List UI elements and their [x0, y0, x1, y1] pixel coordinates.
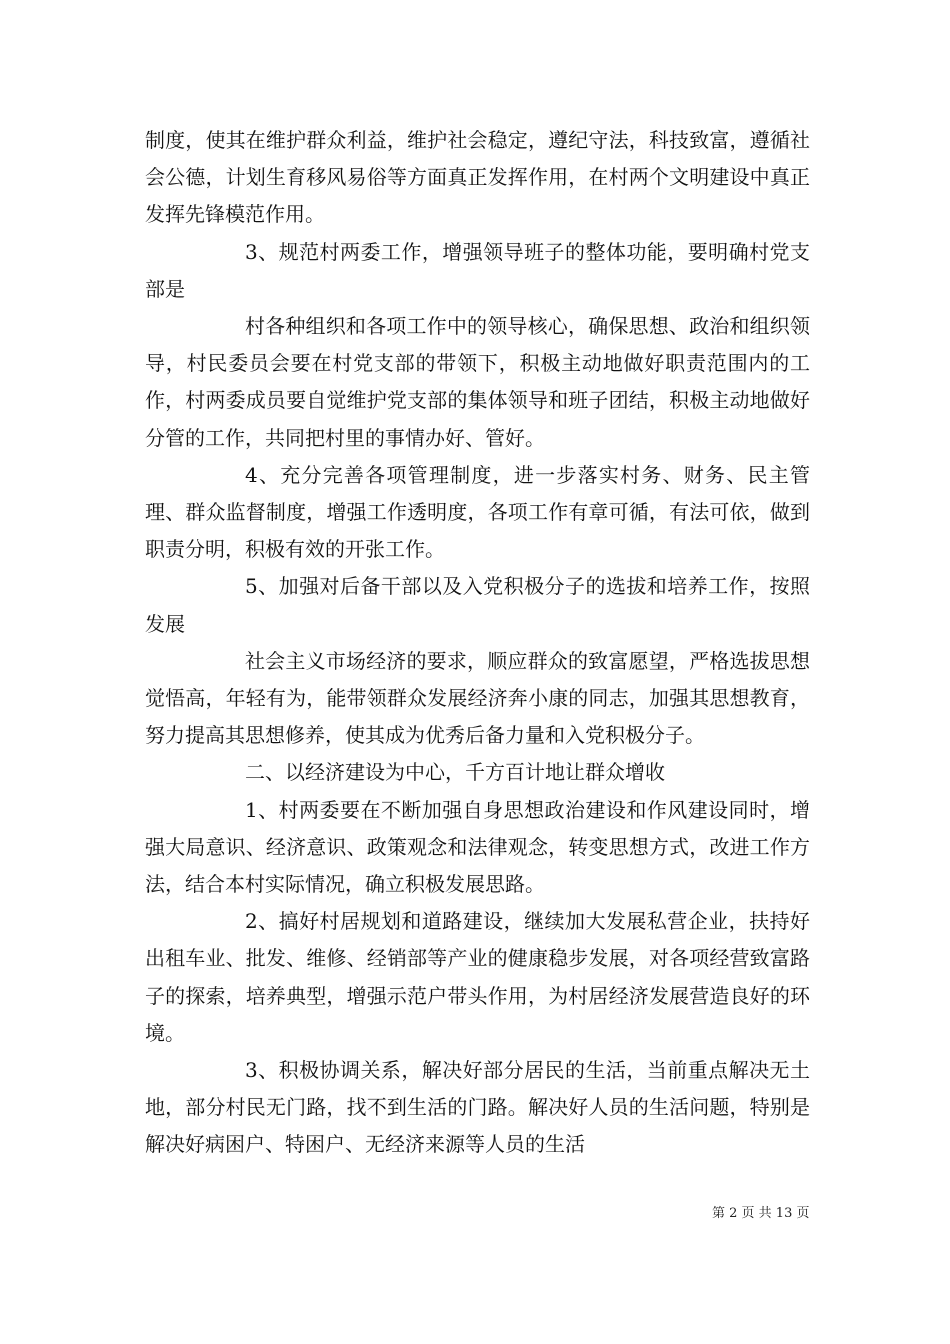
page-number-footer: 第 2 页 共 13 页	[712, 1206, 810, 1221]
section-heading: 二、以经济建设为中心，千方百计地让群众增收	[245, 760, 665, 785]
paragraph-9: 3、积极协调关系，解决好部分居民的生活，当前重点解决无土地，部分村民无门路，找不到生活的门路。解决好人员的生活问题，特别是解决好病困户、特困户、无经济来源等人员的生活	[145, 1058, 810, 1157]
paragraph-1: 制度，使其在维护群众利益，维护社会稳定，遵纪守法，科技致富，遵循社会公德，计划生育移风易俗等方面真正发挥作用，在村两个文明建设中真正发挥先锋模范作用。	[145, 128, 810, 227]
paragraph-6: 社会主义市场经济的要求，顺应群众的致富愿望，严格选拔思想觉悟高，年轻有为，能带领群众发展经济奔小康的同志，加强其思想教育，努力提高其思想修养，使其成为优秀后备力量和入党积极分子。	[145, 648, 810, 748]
paragraph-4: 4、充分完善各项管理制度，进一步落实村务、财务、民主管理、群众监督制度，增强工作透明度，各项工作有章可循，有法可依，做到职责分明，积极有效的开张工作。	[145, 462, 810, 562]
paragraph-2: 3、规范村两委工作，增强领导班子的整体功能，要明确村党支部是	[145, 239, 810, 301]
paragraph-7: 1、村两委要在不断加强自身思想政治建设和作风建设同时，增强大局意识、经济意识、政策观念和法律观念，转变思想方式，改进工作方法，结合本村实际情况，确立积极发展思路。	[145, 797, 810, 897]
document-page	[145, 122, 810, 1164]
paragraph-5: 5、加强对后备干部以及入党积极分子的选拔和培养工作，按照发展	[145, 574, 810, 636]
paragraph-8: 2、搞好村居规划和道路建设，继续加大发展私营企业，扶持好出租车业、批发、维修、经销部等产业的健康稳步发展，对各项经营致富路子的探索，培养典型，增强示范户带头作用，为村居经济发展营造良好的环境。	[145, 909, 810, 1045]
paragraph-3: 村各种组织和各项工作中的领导核心，确保思想、政治和组织领导，村民委员会要在村党支部的带领下，积极主动地做好职责范围内的工作，村两委成员要自觉维护党支部的集体领导和班子团结，积极主动地做好分管的工作，共同把村里的事情办好、管好。	[145, 314, 810, 450]
